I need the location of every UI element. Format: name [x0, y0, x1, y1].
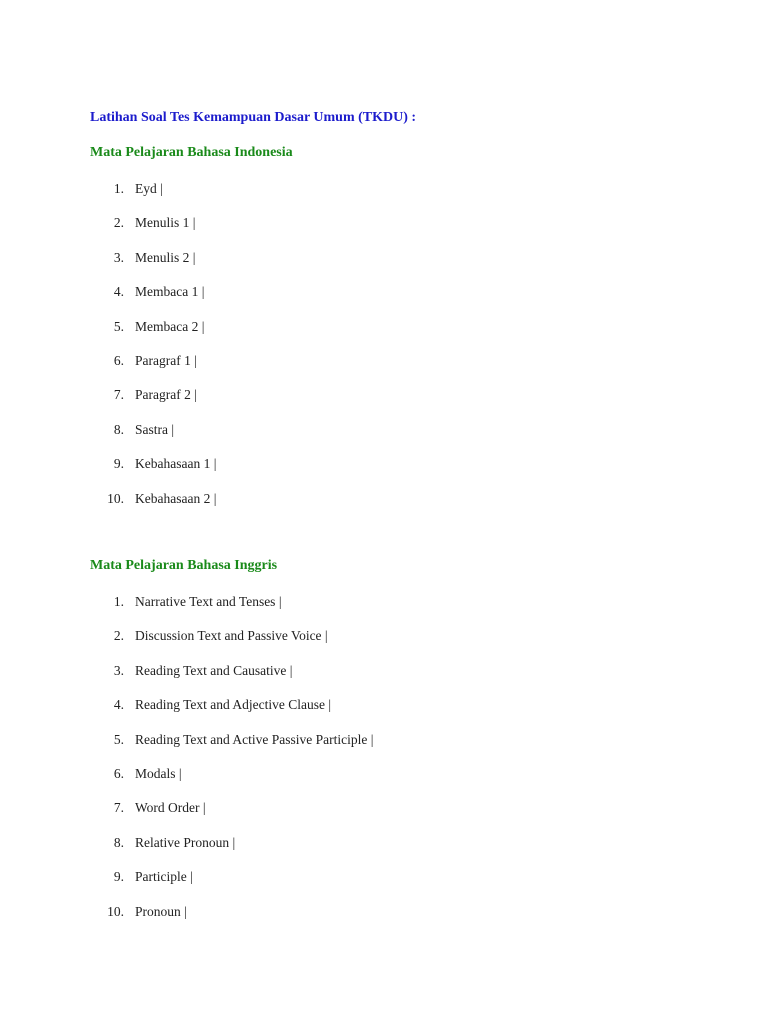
item-number: 5. [113, 318, 124, 334]
item-number: 2. [113, 628, 124, 644]
item-text: Reading Text and Active Passive Participle | [135, 731, 374, 747]
item-number: 4. [113, 284, 124, 300]
item-text: Kebahasaan 1 | [135, 456, 217, 472]
item-number: 8. [113, 421, 124, 437]
item-text: Eyd | [135, 181, 163, 196]
item-text: Paragraf 1 | [135, 352, 197, 368]
item-number: 1. [113, 181, 124, 196]
item-text: Relative Pronoun | [135, 834, 236, 850]
item-text: Participle | [135, 869, 193, 885]
item-number: 3. [113, 662, 124, 678]
section-heading-bahasa-indonesia: Mata Pelajaran Bahasa Indonesia [90, 145, 293, 160]
item-text: Narrative Text and Tenses | [135, 594, 282, 609]
item-text: Sastra | [135, 421, 175, 437]
item-number: 10. [107, 903, 124, 919]
item-number: 7. [113, 387, 124, 403]
item-number: 1. [113, 594, 124, 609]
item-number: 3. [113, 249, 124, 265]
item-number: 6. [113, 352, 124, 368]
document-title: Latihan Soal Tes Kemampuan Dasar Umum (TKDU) : [90, 110, 417, 125]
item-number: 10. [107, 490, 124, 506]
item-text: Reading Text and Adjective Clause | [135, 697, 332, 713]
item-text: Discussion Text and Passive Voice | [135, 628, 328, 644]
item-number: 9. [113, 869, 124, 885]
item-text: Membaca 1 | [135, 284, 205, 300]
item-number: 5. [113, 731, 124, 747]
item-number: 2. [113, 215, 124, 231]
item-text: Word Order | [135, 800, 206, 816]
item-text: Modals | [135, 765, 182, 781]
item-text: Membaca 2 | [135, 318, 205, 334]
item-text: Pronoun | [135, 903, 187, 919]
item-text: Reading Text and Causative | [135, 662, 293, 678]
item-number: 4. [113, 697, 124, 713]
item-text: Paragraf 2 | [135, 387, 197, 403]
item-number: 9. [113, 456, 124, 472]
item-number: 8. [113, 834, 124, 850]
item-number: 7. [113, 800, 124, 816]
item-number: 6. [113, 765, 124, 781]
item-text: Kebahasaan 2 | [135, 490, 217, 506]
item-text: Menulis 2 | [135, 249, 196, 265]
item-text: Menulis 1 | [135, 215, 196, 231]
section-heading-bahasa-inggris: Mata Pelajaran Bahasa Inggris [90, 558, 278, 573]
